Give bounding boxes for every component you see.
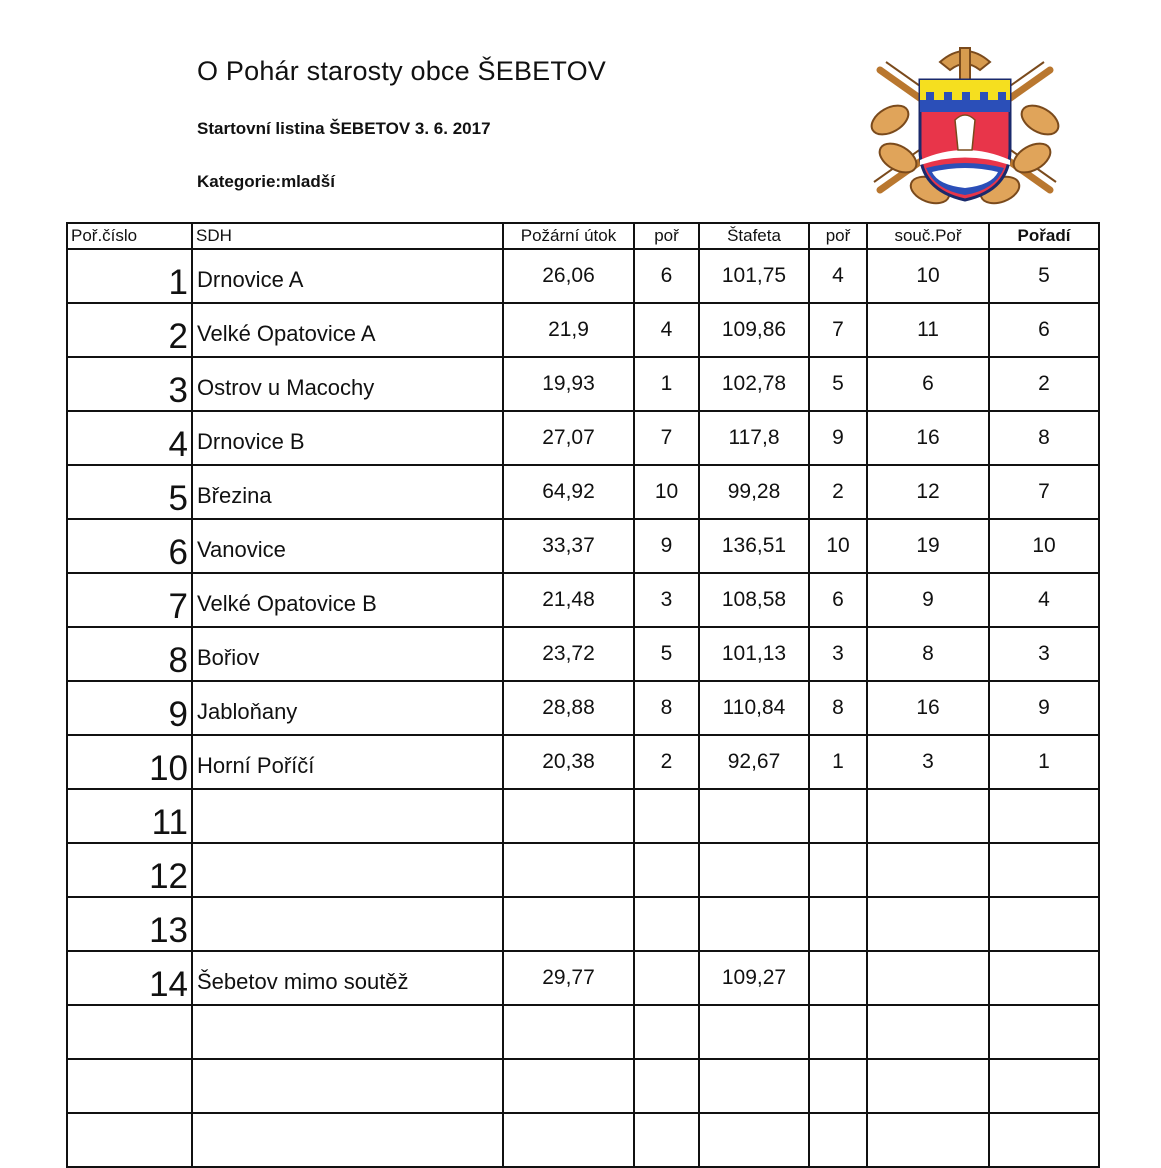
- relay-time-cell: 101,13: [699, 627, 809, 681]
- final-rank-cell: 1: [989, 735, 1099, 789]
- rank-sum-cell: 8: [867, 627, 989, 681]
- document-subtitle: Startovní listina ŠEBETOV 3. 6. 2017: [197, 119, 491, 138]
- start-number-cell: [67, 1005, 192, 1059]
- relay-rank-cell: [809, 897, 867, 951]
- attack-rank-cell: 8: [634, 681, 699, 735]
- start-number-cell: 14: [67, 951, 192, 1005]
- team-name-cell: Bořiov: [192, 627, 503, 681]
- attack-time-cell: 19,93: [503, 357, 634, 411]
- column-header: Požární útok: [503, 223, 634, 249]
- attack-time-cell: 27,07: [503, 411, 634, 465]
- team-name-cell: [192, 897, 503, 951]
- relay-time-cell: [699, 897, 809, 951]
- attack-time-cell: [503, 1005, 634, 1059]
- table-row: [67, 573, 1099, 627]
- column-header: souč.Poř: [867, 223, 989, 249]
- table-header-row: [67, 223, 1099, 249]
- relay-rank-cell: 6: [809, 573, 867, 627]
- table-row: [67, 681, 1099, 735]
- relay-time-cell: 101,75: [699, 249, 809, 303]
- attack-rank-cell: [634, 951, 699, 1005]
- rank-sum-cell: [867, 951, 989, 1005]
- attack-rank-cell: 6: [634, 249, 699, 303]
- rank-sum-cell: 19: [867, 519, 989, 573]
- final-rank-cell: 9: [989, 681, 1099, 735]
- start-number-cell: 2: [67, 303, 192, 357]
- start-number-cell: 3: [67, 357, 192, 411]
- attack-time-cell: 26,06: [503, 249, 634, 303]
- rank-sum-cell: 3: [867, 735, 989, 789]
- relay-time-cell: 117,8: [699, 411, 809, 465]
- start-number-cell: 1: [67, 249, 192, 303]
- attack-rank-cell: 2: [634, 735, 699, 789]
- relay-time-cell: 109,86: [699, 303, 809, 357]
- rank-sum-cell: 16: [867, 411, 989, 465]
- column-header: Pořadí: [989, 223, 1099, 249]
- relay-time-cell: 109,27: [699, 951, 809, 1005]
- relay-rank-cell: 7: [809, 303, 867, 357]
- table-row: [67, 357, 1099, 411]
- column-header: Poř.číslo: [67, 223, 192, 249]
- attack-time-cell: 29,77: [503, 951, 634, 1005]
- relay-rank-cell: [809, 843, 867, 897]
- attack-rank-cell: 3: [634, 573, 699, 627]
- relay-time-cell: [699, 843, 809, 897]
- team-name-cell: Velké Opatovice B: [192, 573, 503, 627]
- team-name-cell: Vanovice: [192, 519, 503, 573]
- rank-sum-cell: 6: [867, 357, 989, 411]
- attack-time-cell: [503, 897, 634, 951]
- rank-sum-cell: [867, 897, 989, 951]
- table-row: [67, 303, 1099, 357]
- rank-sum-cell: 12: [867, 465, 989, 519]
- relay-time-cell: [699, 1113, 809, 1167]
- start-number-cell: 8: [67, 627, 192, 681]
- attack-rank-cell: [634, 1005, 699, 1059]
- attack-rank-cell: 9: [634, 519, 699, 573]
- table-row: [67, 897, 1099, 951]
- relay-time-cell: 136,51: [699, 519, 809, 573]
- team-name-cell: [192, 1005, 503, 1059]
- rank-sum-cell: 10: [867, 249, 989, 303]
- attack-rank-cell: [634, 843, 699, 897]
- team-name-cell: Horní Poříčí: [192, 735, 503, 789]
- table-row: [67, 735, 1099, 789]
- start-number-cell: [67, 1059, 192, 1113]
- attack-time-cell: 21,48: [503, 573, 634, 627]
- table-row: [67, 1005, 1099, 1059]
- relay-time-cell: 92,67: [699, 735, 809, 789]
- table-row: [67, 843, 1099, 897]
- attack-time-cell: 28,88: [503, 681, 634, 735]
- attack-time-cell: 33,37: [503, 519, 634, 573]
- table-row: [67, 951, 1099, 1005]
- attack-time-cell: 21,9: [503, 303, 634, 357]
- final-rank-cell: [989, 951, 1099, 1005]
- team-name-cell: Ostrov u Macochy: [192, 357, 503, 411]
- relay-time-cell: [699, 1005, 809, 1059]
- relay-rank-cell: [809, 1059, 867, 1113]
- final-rank-cell: 8: [989, 411, 1099, 465]
- team-name-cell: [192, 1113, 503, 1167]
- start-number-cell: 12: [67, 843, 192, 897]
- category-label: Kategorie:mladší: [197, 172, 335, 191]
- rank-sum-cell: [867, 1005, 989, 1059]
- relay-rank-cell: [809, 789, 867, 843]
- start-number-cell: 11: [67, 789, 192, 843]
- final-rank-cell: 2: [989, 357, 1099, 411]
- relay-rank-cell: 9: [809, 411, 867, 465]
- attack-rank-cell: 1: [634, 357, 699, 411]
- rank-sum-cell: 9: [867, 573, 989, 627]
- final-rank-cell: [989, 897, 1099, 951]
- column-header: SDH: [192, 223, 503, 249]
- attack-rank-cell: 4: [634, 303, 699, 357]
- team-name-cell: [192, 843, 503, 897]
- start-number-cell: 6: [67, 519, 192, 573]
- table-row: [67, 411, 1099, 465]
- final-rank-cell: 7: [989, 465, 1099, 519]
- attack-rank-cell: 10: [634, 465, 699, 519]
- final-rank-cell: [989, 843, 1099, 897]
- column-header: poř: [809, 223, 867, 249]
- team-name-cell: Velké Opatovice A: [192, 303, 503, 357]
- start-number-cell: 4: [67, 411, 192, 465]
- table-row: [67, 627, 1099, 681]
- relay-rank-cell: 8: [809, 681, 867, 735]
- relay-time-cell: 99,28: [699, 465, 809, 519]
- rank-sum-cell: 11: [867, 303, 989, 357]
- attack-time-cell: 23,72: [503, 627, 634, 681]
- attack-time-cell: [503, 1113, 634, 1167]
- attack-rank-cell: [634, 1113, 699, 1167]
- relay-rank-cell: [809, 951, 867, 1005]
- start-number-cell: 5: [67, 465, 192, 519]
- relay-rank-cell: [809, 1005, 867, 1059]
- final-rank-cell: 5: [989, 249, 1099, 303]
- final-rank-cell: 3: [989, 627, 1099, 681]
- final-rank-cell: 10: [989, 519, 1099, 573]
- final-rank-cell: [989, 1059, 1099, 1113]
- relay-rank-cell: 1: [809, 735, 867, 789]
- attack-rank-cell: [634, 789, 699, 843]
- attack-rank-cell: [634, 1059, 699, 1113]
- final-rank-cell: 4: [989, 573, 1099, 627]
- relay-rank-cell: 2: [809, 465, 867, 519]
- final-rank-cell: 6: [989, 303, 1099, 357]
- start-number-cell: 10: [67, 735, 192, 789]
- team-name-cell: Šebetov mimo soutěž: [192, 951, 503, 1005]
- rank-sum-cell: [867, 789, 989, 843]
- relay-time-cell: 102,78: [699, 357, 809, 411]
- start-number-cell: [67, 1113, 192, 1167]
- team-name-cell: Březina: [192, 465, 503, 519]
- attack-time-cell: [503, 843, 634, 897]
- relay-rank-cell: 10: [809, 519, 867, 573]
- attack-time-cell: [503, 789, 634, 843]
- attack-rank-cell: 7: [634, 411, 699, 465]
- table-row: [67, 1059, 1099, 1113]
- table-row: [67, 789, 1099, 843]
- team-name-cell: Drnovice B: [192, 411, 503, 465]
- relay-time-cell: [699, 1059, 809, 1113]
- table-row: [67, 519, 1099, 573]
- relay-time-cell: 110,84: [699, 681, 809, 735]
- table-row: [67, 249, 1099, 303]
- attack-time-cell: [503, 1059, 634, 1113]
- attack-rank-cell: [634, 897, 699, 951]
- relay-rank-cell: 4: [809, 249, 867, 303]
- final-rank-cell: [989, 789, 1099, 843]
- relay-rank-cell: [809, 1113, 867, 1167]
- relay-rank-cell: 5: [809, 357, 867, 411]
- team-name-cell: Jabloňany: [192, 681, 503, 735]
- team-name-cell: [192, 789, 503, 843]
- start-number-cell: 9: [67, 681, 192, 735]
- rank-sum-cell: 16: [867, 681, 989, 735]
- rank-sum-cell: [867, 843, 989, 897]
- attack-rank-cell: 5: [634, 627, 699, 681]
- start-number-cell: 7: [67, 573, 192, 627]
- team-name-cell: Drnovice A: [192, 249, 503, 303]
- final-rank-cell: [989, 1113, 1099, 1167]
- table-row: [67, 465, 1099, 519]
- team-name-cell: [192, 1059, 503, 1113]
- attack-time-cell: 20,38: [503, 735, 634, 789]
- start-number-cell: 13: [67, 897, 192, 951]
- column-header: poř: [634, 223, 699, 249]
- document-title: O Pohár starosty obce ŠEBETOV: [197, 56, 606, 86]
- relay-time-cell: [699, 789, 809, 843]
- attack-time-cell: 64,92: [503, 465, 634, 519]
- final-rank-cell: [989, 1005, 1099, 1059]
- relay-time-cell: 108,58: [699, 573, 809, 627]
- relay-rank-cell: 3: [809, 627, 867, 681]
- rank-sum-cell: [867, 1113, 989, 1167]
- results-table: [66, 222, 1100, 1168]
- rank-sum-cell: [867, 1059, 989, 1113]
- table-row: [67, 1113, 1099, 1167]
- column-header: Štafeta: [699, 223, 809, 249]
- firefighter-emblem-icon: [860, 40, 1070, 210]
